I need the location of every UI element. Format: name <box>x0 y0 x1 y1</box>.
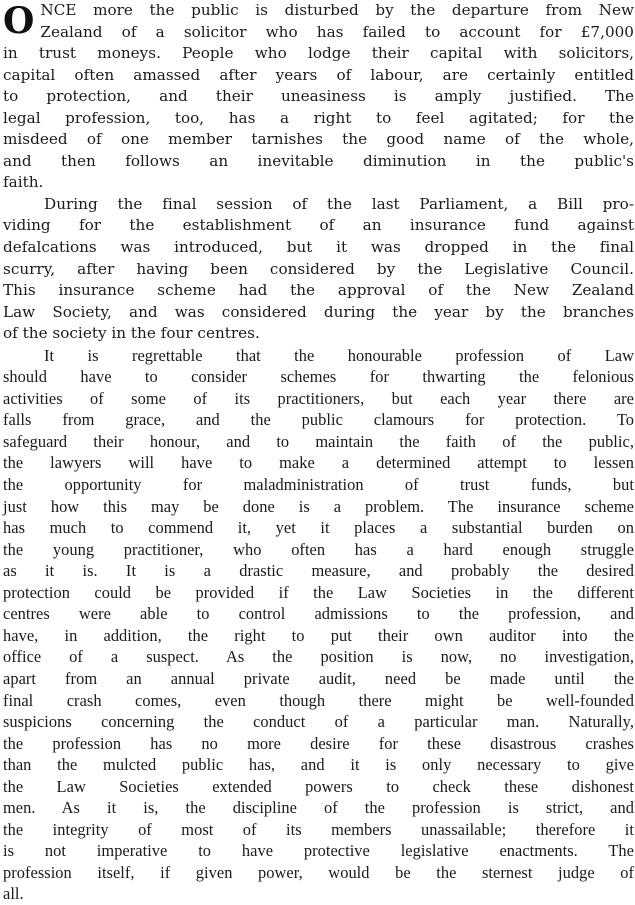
text-line: falls from grace, and the public clamours for protection. To <box>3 410 634 430</box>
text-line: the integrity of most of its members unassailable; therefore it <box>3 819 634 839</box>
text-line: profession itself, if given power, would be the sternest judge of <box>3 862 634 882</box>
text-line: apart from an annual private audit, need be made until the <box>3 668 634 688</box>
text-line: NCE more the public is disturbed by the departure from New <box>40 1 634 19</box>
text-line: suspicions concerning the conduct of a particular man. Naturally, <box>3 712 634 732</box>
text-line: misdeed of one member tarnishes the good name of the whole, <box>3 130 634 149</box>
text-line: the Law Societies extended powers to check these dishonest <box>3 776 634 796</box>
text-line: just how this may be done is a problem. The insurance scheme <box>3 496 634 516</box>
text-line: This insurance scheme had the approval of the New Zealand <box>3 281 634 300</box>
text-line: During the final session of the last Parliament, a Bill pro- <box>44 194 634 213</box>
text-line: protection could be provided if the Law Societies in the different <box>3 582 634 602</box>
text-line: of the society in the four centres. <box>3 324 260 343</box>
paragraph-1 <box>3 0 634 194</box>
paragraph-3 <box>3 345 634 905</box>
text-line: as it is. It is a drastic measure, and probably the desired <box>3 561 634 581</box>
text-line: faith. <box>3 173 44 192</box>
text-line: legal profession, too, has a right to feel agitated; for the <box>3 108 634 127</box>
text-line: centres were able to control admissions to the profession, and <box>3 604 634 624</box>
text-line: final crash comes, even though there might be well-founded <box>3 690 634 710</box>
text-line: Zealand of a solicitor who has failed to account for £7,000 <box>40 22 634 41</box>
text-line: should have to consider schemes for thwarting the felonious <box>3 367 634 387</box>
text-line: has much to commend it, yet it places a substantial burden on <box>3 518 634 538</box>
text-line: safeguard their honour, and to maintain the faith of the public, <box>3 431 634 451</box>
text-line: and then follows an inevitable diminution in the public's <box>3 151 634 170</box>
paragraph-2 <box>3 194 634 345</box>
text-line: the young practitioner, who often has a hard enough struggle <box>3 539 634 559</box>
text-line: have, in addition, the right to put their own auditor into the <box>3 625 634 645</box>
text-line: in trust moneys. People who lodge their capital with solicitors, <box>3 44 634 63</box>
text-line: capital often amassed after years of labour, are certainly entitled <box>3 65 634 84</box>
text-line: than the mulcted public has, and it is only necessary to give <box>3 755 634 775</box>
text-line: viding for the establishment of an insurance fund against <box>3 216 634 235</box>
text-line: scurry, after having been considered by the Legislative Council. <box>3 259 634 278</box>
text-line: office of a suspect. As the position is now, no investigation, <box>3 647 634 667</box>
text-line: the opportunity for maladministration of trust funds, but <box>3 475 634 495</box>
text-line: activities of some of its practitioners, but each year there are <box>3 388 634 408</box>
text-line: men. As it is, the discipline of the profession is strict, and <box>3 798 634 818</box>
text-line: all. <box>3 884 24 904</box>
text-line: the lawyers will have to make a determined attempt to lessen <box>3 453 634 473</box>
text-line: defalcations was introduced, but it was dropped in the final <box>3 238 634 257</box>
text-line: to protection, and their uneasiness is amply justified. The <box>3 87 634 106</box>
text-line: Law Society, and was considered during the year by the branches <box>3 302 634 321</box>
text-line: is not imperative to have protective legislative enactments. The <box>3 841 634 861</box>
text-line: It is regrettable that the honourable profession of Law <box>44 345 634 365</box>
drop-cap: O <box>3 0 35 42</box>
text-line: the profession has no more desire for these disastrous crashes <box>3 733 634 753</box>
